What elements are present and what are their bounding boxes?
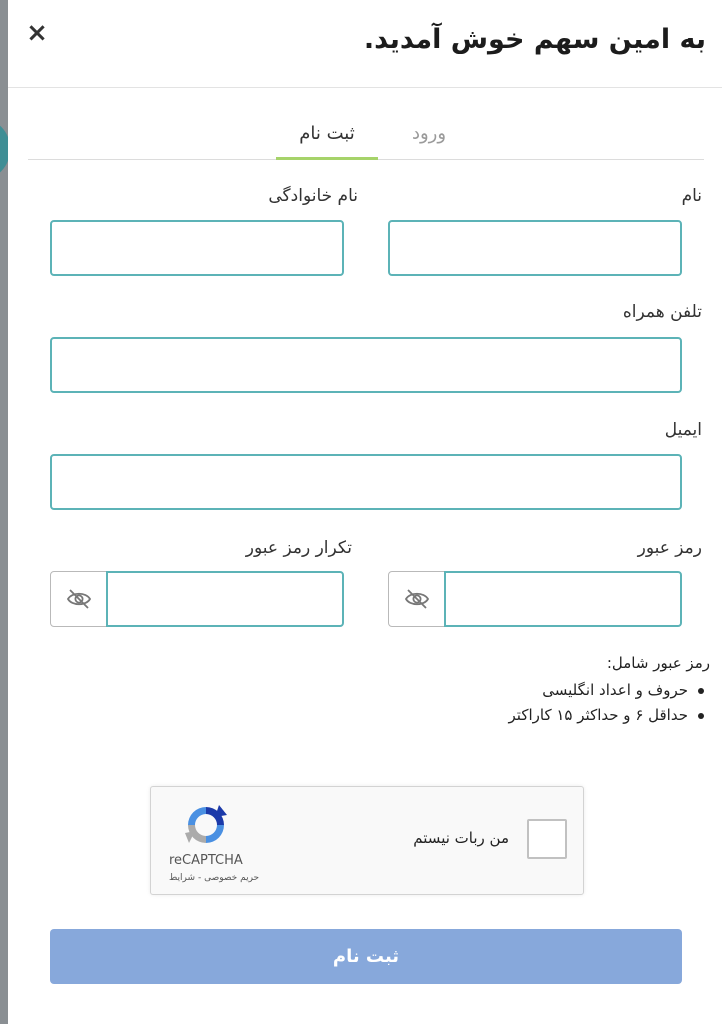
last-name-input[interactable] <box>52 222 342 274</box>
password-field <box>444 571 682 627</box>
modal-title: به امین سهم خوش آمدید. <box>363 24 706 55</box>
toggle-password-confirm-visibility-button[interactable] <box>50 571 107 627</box>
register-submit-button[interactable]: ثبت نام <box>50 929 682 984</box>
phone-field <box>50 337 682 393</box>
toggle-password-visibility-button[interactable] <box>388 571 445 627</box>
recaptcha-widget <box>150 786 584 895</box>
phone-input[interactable] <box>52 339 680 391</box>
email-label: ایمیل <box>664 420 702 440</box>
eye-off-icon <box>404 588 430 610</box>
recaptcha-terms-link[interactable]: شرایط <box>169 873 196 883</box>
recaptcha-links-separator: - <box>197 873 202 883</box>
first-name-input[interactable] <box>390 222 680 274</box>
eye-off-icon <box>66 588 92 610</box>
recaptcha-links <box>169 873 259 883</box>
modal-header <box>8 0 722 88</box>
last-name-label: نام خانوادگی <box>268 186 358 206</box>
password-rule-item: حداقل ۶ و حداکثر ۱۵ کاراکتر <box>509 703 710 728</box>
password-input[interactable] <box>446 573 680 625</box>
password-rule-item: حروف و اعداد انگلیسی <box>509 678 710 703</box>
password-rules-list <box>509 678 710 728</box>
password-rules-title: رمز عبور شامل: <box>606 654 710 672</box>
last-name-field <box>50 220 344 276</box>
close-button[interactable]: × <box>26 18 48 48</box>
first-name-label: نام <box>681 186 702 206</box>
password-label: رمز عبور <box>637 538 702 558</box>
password-confirm-input[interactable] <box>108 573 342 625</box>
email-input[interactable] <box>52 456 680 508</box>
password-confirm-field <box>106 571 344 627</box>
password-group <box>388 571 682 627</box>
password-confirm-label: تکرار رمز عبور <box>245 538 352 558</box>
recaptcha-privacy-link[interactable]: حریم خصوصی <box>204 873 260 883</box>
recaptcha-checkbox[interactable] <box>527 819 567 859</box>
phone-label: تلفن همراه <box>622 302 702 322</box>
tab-login[interactable]: ورود <box>411 123 447 144</box>
auth-tabs <box>28 112 704 160</box>
email-field <box>50 454 682 510</box>
recaptcha-label: من ربات نیستم <box>413 829 509 847</box>
recaptcha-logo-icon <box>181 801 231 849</box>
first-name-field <box>388 220 682 276</box>
registration-modal <box>8 0 722 1024</box>
password-confirm-group <box>50 571 344 627</box>
recaptcha-brand: reCAPTCHA <box>169 853 243 868</box>
tab-register[interactable]: ثبت نام <box>276 112 378 160</box>
